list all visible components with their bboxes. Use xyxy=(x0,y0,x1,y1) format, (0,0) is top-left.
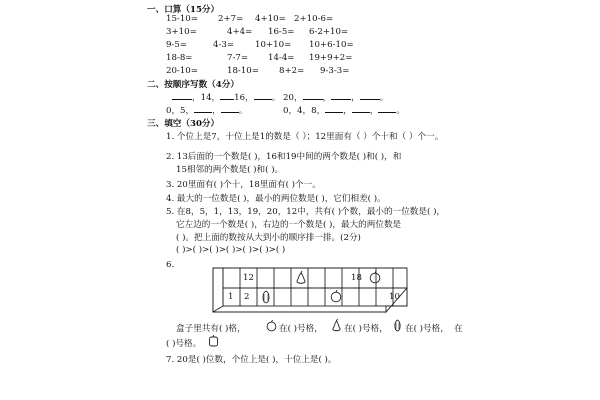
answer-blank[interactable] xyxy=(220,91,234,100)
sequence-a: ，14， 16， 。 xyxy=(172,91,280,103)
answer-blank[interactable] xyxy=(194,104,212,113)
question-6-text-a: 盒子里共有( )格， xyxy=(176,324,246,334)
math-item: 9-3-3= xyxy=(320,66,350,76)
question-5-line-1: 5. 在8，5，1，13，19，20，12中，共有( )个数，最小的一位数是( )， xyxy=(166,207,446,217)
question-2-line-2: 15相邻的两个数是( )和( )。 xyxy=(176,165,284,175)
math-item: 9-5= xyxy=(166,40,188,50)
apple-icon xyxy=(330,290,342,303)
question-6-text-b: 在( )号格， xyxy=(279,324,323,334)
math-item: 10+10= xyxy=(255,40,292,50)
apple-icon xyxy=(369,271,381,284)
sequence-b: 20， ， ， 。 xyxy=(283,93,389,103)
question-6-text-c: 在( )号格， xyxy=(344,324,388,334)
answer-blank[interactable] xyxy=(325,104,343,113)
box-number-2: 2 xyxy=(244,292,250,302)
question-6-text-d: 在( )号格， xyxy=(405,324,449,334)
pear-icon xyxy=(295,271,307,285)
question-1: 1. 个位上是7，十位上是1的数是（ ）；12里面有（ ）个十和（ ）个一。 xyxy=(166,132,444,142)
question-5-line-2: 它左边的一个数是( )，右边的一个数是( )，最大的两位数是 xyxy=(176,220,402,230)
math-item: 6-2+10= xyxy=(309,27,349,37)
answer-blank[interactable] xyxy=(360,91,380,100)
peach-icon xyxy=(260,290,272,304)
box-number-1: 1 xyxy=(228,292,234,302)
box-number-12: 12 xyxy=(243,273,254,283)
question-5-ordering: ( )>( )>( )>( )>( )>( )>( ) xyxy=(176,245,286,255)
peach-icon xyxy=(392,319,403,332)
strawberry-icon xyxy=(208,335,219,347)
answer-blank[interactable] xyxy=(352,104,370,113)
box-number-18: 18 xyxy=(351,273,362,283)
math-item: 7-7= xyxy=(227,53,249,63)
answer-blank[interactable] xyxy=(254,91,272,100)
apple-icon xyxy=(266,320,277,332)
question-5-line-3: ( )。把上面的数按从大到小的顺序排一排。(2分) xyxy=(176,233,361,243)
question-6-text-f: ( )号格。 xyxy=(166,339,202,349)
math-item: 2+10-6= xyxy=(294,14,334,24)
math-item: 4+4= xyxy=(227,27,253,37)
math-item: 8+2= xyxy=(279,66,305,76)
section-1-title: 一、口算（15分） xyxy=(147,5,220,15)
pear-icon xyxy=(331,319,342,332)
question-6-text-e: 在 xyxy=(454,324,463,334)
sequence-d: 0，4，8， ， ， 。 xyxy=(283,106,406,116)
answer-blank[interactable] xyxy=(331,91,351,100)
question-2-line-1: 2. 13后面的一个数是( )，16和19中间的两个数是( )和( )，和 xyxy=(166,152,402,162)
question-6: 6. xyxy=(166,260,175,270)
question-7: 7. 20是( )位数，个位上是( )，十位上是( )。 xyxy=(166,355,337,365)
math-item: 18-8= xyxy=(166,53,193,63)
math-item: 10+6-10= xyxy=(309,40,354,50)
math-item: 14-4= xyxy=(268,53,295,63)
math-item: 19+9+2= xyxy=(309,53,353,63)
math-item: 4-3= xyxy=(213,40,235,50)
math-item: 18-10= xyxy=(227,66,259,76)
math-item: 3+10= xyxy=(166,27,197,37)
math-item: 16-5= xyxy=(268,27,295,37)
question-4: 4. 最大的一位数是( )，最小的两位数是( )，它们相差( )。 xyxy=(166,194,386,204)
question-3: 3. 20里面有( )个十，18里面有( )个一。 xyxy=(166,180,321,190)
math-item: 15-10= xyxy=(166,14,198,24)
box-number-10: 10 xyxy=(389,292,400,302)
answer-blank[interactable] xyxy=(303,91,323,100)
answer-blank[interactable] xyxy=(221,104,239,113)
math-item: 2+7= xyxy=(218,14,244,24)
math-item: 4+10= xyxy=(255,14,286,24)
section-3-title: 三、填空（30分） xyxy=(147,119,220,129)
answer-blank[interactable] xyxy=(378,104,396,113)
math-item: 20-10= xyxy=(166,66,198,76)
sequence-c: 0，5， ， 。 xyxy=(166,106,248,116)
section-2-title: 二、按顺序写数（4分） xyxy=(147,80,239,90)
answer-blank[interactable] xyxy=(172,91,192,100)
